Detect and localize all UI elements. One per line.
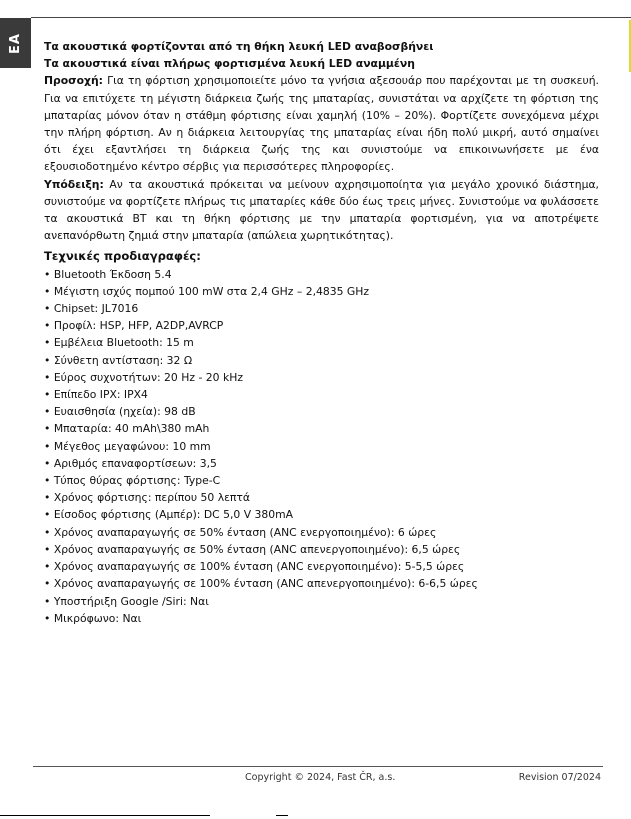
spec-item: • Είσοδος φόρτισης (Αμπέρ): DC 5,0 V 380mA [44,506,599,523]
spec-item: • Εύρος συχνοτήτων: 20 Hz - 20 kHz [44,369,599,386]
spec-item: • Μέγεθος μεγαφώνου: 10 mm [44,438,599,455]
tip-text: Αν τα ακουστικά πρόκειται να μείνουν αχρησιμοποίητα για μεγάλο χρονικό διάστημα, συνιστούμε να φορτίζετε πλήρως τις μπαταρίες κάθε δύο έως τρεις μήνες. Συνιστούμε να φυλάσσετε τα ακουστικά BT και τη θήκη φόρτισης με την μπαταρία φορτισμένη, για να αποτρέψετε ανεπανόρθωτη ζημιά στην μπαταρία (απώλεια χωρητικότητας). [44,177,599,243]
led-blinking-heading: Τα ακουστικά φορτίζονται από τη θήκη λευκή LED αναβοσβήνει [44,40,434,53]
spec-item: • Χρόνος αναπαραγωγής σε 50% ένταση (ANC απενεργοποιημένο): 6,5 ώρες [44,541,599,558]
spec-item: • Τύπος θύρας φόρτισης: Type-C [44,472,599,489]
specs-list [44,266,599,627]
spec-item: • Chipset: JL7016 [44,300,599,317]
copyright-text: Copyright © 2024, Fast ČR, a.s. [245,772,396,783]
spec-item: • Ευαισθησία (ηχεία): 98 dB [44,403,599,420]
language-tab [0,18,31,68]
tip-label: Υπόδειξη: [44,177,104,191]
spec-item: • Χρόνος αναπαραγωγής σε 100% ένταση (ANC απενεργοποιημένο): 6-6,5 ώρες [44,575,599,592]
tip-paragraph [44,176,599,245]
spec-item: • Υποστήριξη Google /Siri: Ναι [44,593,599,610]
spec-item: • Εμβέλεια Bluetooth: 15 m [44,334,599,351]
spec-item: • Επίπεδο IPX: IPX4 [44,386,599,403]
spec-item: • Χρόνος αναπαραγωγής σε 100% ένταση (ANC ενεργοποιημένο): 5-5,5 ώρες [44,558,599,575]
bottom-rule [0,815,210,816]
revision-text: Revision 07/2024 [518,772,601,783]
spec-item: • Bluetooth Έκδοση 5.4 [44,266,599,283]
bottom-dash [276,815,288,816]
spec-item: • Μικρόφωνο: Ναι [44,610,599,627]
language-tab-label: EA [8,32,23,54]
footer-divider [33,766,603,767]
spec-item: • Χρόνος φόρτισης: περίπου 50 λεπτά [44,489,599,506]
caution-label: Προσοχή: [44,74,103,88]
spec-item: • Χρόνος αναπαραγωγής σε 50% ένταση (ANC ενεργοποιημένο): 6 ώρες [44,524,599,541]
header-divider [31,17,631,18]
specs-title: Τεχνικές προδιαγραφές: [44,249,201,264]
manual-content [44,38,599,627]
spec-item: • Μπαταρία: 40 mAh\380 mAh [44,420,599,437]
spec-item: • Μέγιστη ισχύς πομπού 100 mW στα 2,4 GHz – 2,4835 GHz [44,283,599,300]
caution-paragraph [44,72,599,175]
spec-item: • Αριθμός επαναφορτίσεων: 3,5 [44,455,599,472]
led-solid-heading: Τα ακουστικά είναι πλήρως φορτισμένα λευκή LED αναμμένη [44,57,415,71]
spec-item: • Προφίλ: HSP, HFP, A2DP,AVRCP [44,317,599,334]
spec-item: • Σύνθετη αντίσταση: 32 Ω [44,352,599,369]
caution-text: Για τη φόρτιση χρησιμοποιείτε μόνο τα γνήσια αξεσουάρ που παρέχονται με τη συσκευή. Για να επιτύχετε τη μέγιστη διάρκεια ζωής της μπαταρίας, συνιστάται να αρχίζετε τη φόρτιση της μπαταρίας μόνον όταν η στάθμη φόρτισης είναι χαμηλή (10% – 20%). Φορτίζετε συνεχόμενα μέχρι την πλήρη φόρτιση. Αν η διάρκεια λειτουργίας της μπαταρίας είναι ήδη πολύ μικρή, αυτό σημαίνει ότι έχει εξαντλήσει τη διάρκεια ζωής της και συνιστούμε να επικοινωνήσετε με ένα εξουσιοδοτημένο κέντρο σέρβις για περισσότερες πληροφορίες. [44,74,599,174]
